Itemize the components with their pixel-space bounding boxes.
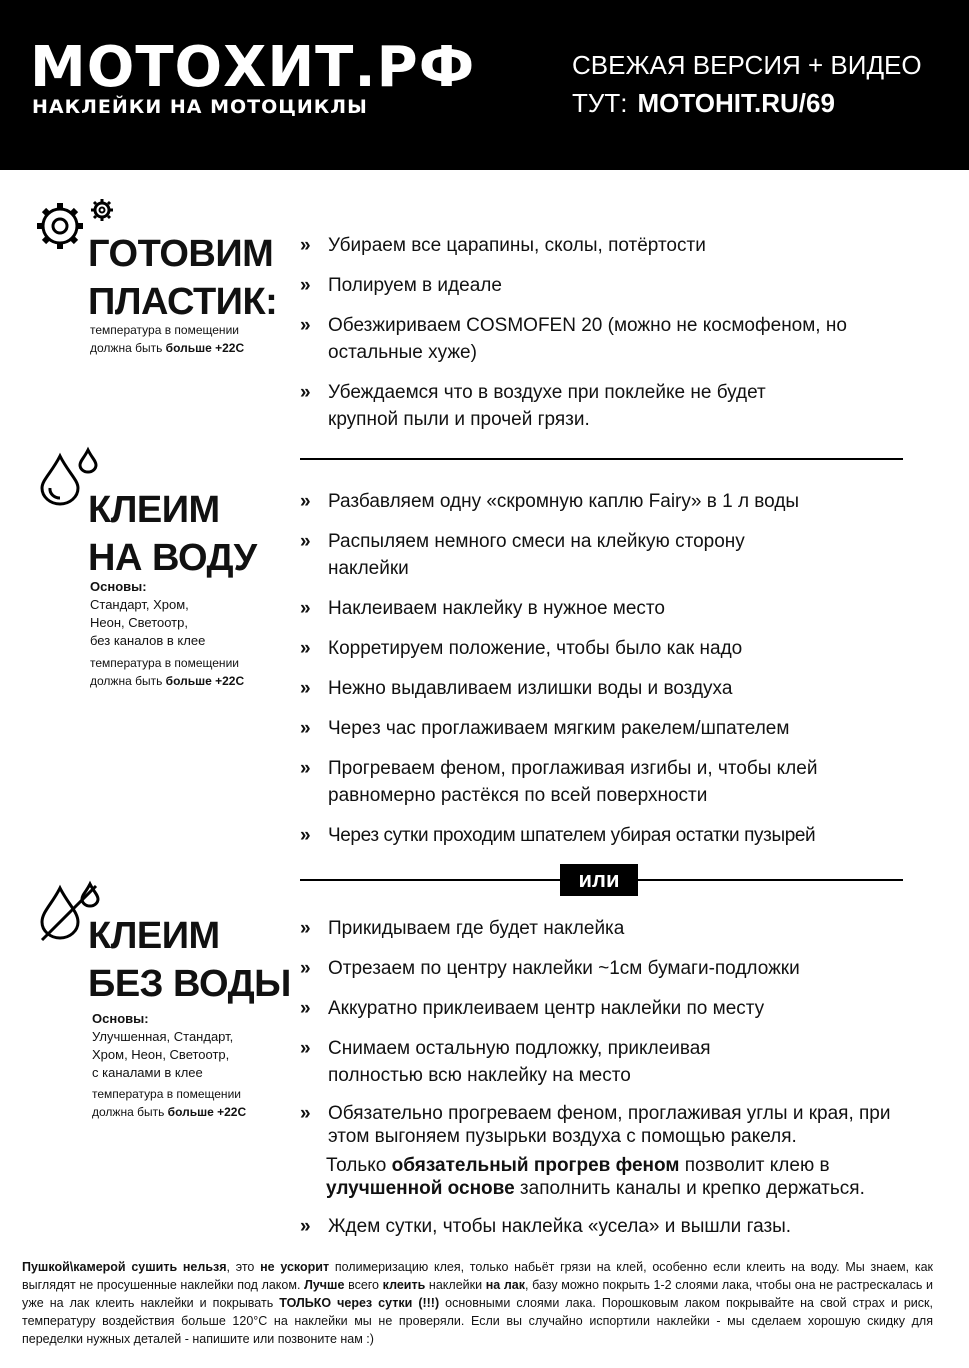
chevron-right-icon: » — [300, 718, 308, 739]
section-title-dry: КЛЕИМ БЕЗ ВОДЫ — [88, 915, 291, 1005]
list-item: » Аккуратно приклеиваем центр наклейки по месту — [300, 995, 940, 1022]
bases-note: Основы: Стандарт, Хром, Неон, Светоотр, без каналов в клее — [90, 579, 206, 648]
chevron-right-icon: » — [300, 1103, 308, 1124]
or-badge: или — [560, 864, 638, 896]
bases-note: Основы: Улучшенная, Стандарт, Хром, Неон, Светоотр, с каналами в клее — [92, 1011, 234, 1080]
section-title-wet: КЛЕИМ НА ВОДУ — [88, 489, 257, 579]
chevron-right-icon: » — [300, 598, 308, 619]
chevron-right-icon: » — [300, 1038, 308, 1059]
header-banner — [0, 0, 969, 170]
section-divider — [300, 458, 903, 460]
video-link-block — [572, 46, 922, 122]
list-item: » Распыляем немного смеси на клейкую сторону наклейки — [300, 528, 808, 582]
section-title-prepare: ГОТОВИМ ПЛАСТИК: — [88, 233, 278, 323]
chevron-right-icon: » — [300, 678, 308, 699]
heat-note: Только обязательный прогрев феном позволит клею в улучшенной основе заполнить каналы и крепко держаться. — [326, 1155, 865, 1199]
chevron-right-icon: » — [300, 1216, 308, 1237]
chevron-right-icon: » — [300, 275, 308, 296]
brand-subtitle: НАКЛЕЙКИ НА МОТОЦИКЛЫ — [32, 96, 368, 118]
fresh-version-text: СВЕЖАЯ ВЕРСИЯ + ВИДЕО — [572, 50, 922, 80]
chevron-right-icon: » — [300, 918, 308, 939]
list-item: » Обезжириваем COSMOFEN 20 (можно не космофеном, но остальные хуже) — [300, 312, 868, 366]
list-item: » Прикидываем где будет наклейка — [300, 915, 940, 942]
chevron-right-icon: » — [300, 998, 308, 1019]
footer-note: Пушкой\камерой сушить нельзя, это не ускорит полимеризацию клея, только набьёт грязи на клей, особенно если клеить на воду. Мы знаем, как выглядят не просушенные наклейки под лаком. Лучше всего клеить наклейки на лак, базу можно покрыть 1-2 слоями лака, чтобы она не растрескалась и уже на лак клеить наклейки и покрывать ТОЛЬКО через сутки (!!!) основными слоями лака. Порошковым лаком покрывайте на свой страх и риск, температуру воздействия больше 120°С на наклейки мы не проверяли. Если вы случайно испортили наклейки - мы сделаем хорошую скидку для переделки нужных деталей - напишите или позвоните нам :) — [22, 1260, 934, 1346]
url-line — [572, 84, 922, 122]
chevron-right-icon: » — [300, 235, 308, 256]
list-item: » Прогреваем феном, проглаживая изгибы и, чтобы клей равномерно растёкся по всей поверхности — [300, 755, 828, 809]
chevron-right-icon: » — [300, 531, 308, 552]
chevron-right-icon: » — [300, 758, 308, 779]
chevron-right-icon: » — [300, 315, 308, 336]
wet-steps-list — [300, 488, 940, 862]
list-item: » Обязательно прогреваем феном, проглаживая углы и края, при этом выгоняем пузырьки воздуха с помощью ракеля. Только обязательный прогрев феном позволит клею в улучшенной основе заполнить каналы и крепко держаться. — [300, 1102, 928, 1200]
list-item: » Ждем сутки, чтобы наклейка «усела» и вышли газы. — [300, 1213, 940, 1240]
list-item: » Полируем в идеале — [300, 272, 940, 299]
prepare-steps-list — [300, 232, 940, 446]
chevron-right-icon: » — [300, 491, 308, 512]
temperature-note: температура в помещении должна быть больше +22С — [92, 1087, 247, 1119]
list-item: » Корретируем положение, чтобы было как надо — [300, 635, 940, 662]
list-item: » Наклеиваем наклейку в нужное место — [300, 595, 940, 622]
brand-logo-text: МОТОХИТ.РФ — [30, 35, 476, 100]
list-item: » Нежно выдавливаем излишки воды и воздуха — [300, 675, 940, 702]
chevron-right-icon: » — [300, 638, 308, 659]
list-item: » Снимаем остальную подложку, приклеивая полностью всю наклейку на место — [300, 1035, 788, 1089]
dry-steps-list — [300, 915, 940, 1253]
chevron-right-icon: » — [300, 825, 308, 846]
list-item: » Через сутки проходим шпателем убирая остатки пузырей — [300, 822, 940, 849]
temperature-note: температура в помещении должна быть больше +22С — [90, 656, 245, 688]
url-link[interactable]: MOTOHIT.RU/69 — [637, 88, 835, 118]
list-item: » Убираем все царапины, сколы, потёртости — [300, 232, 940, 259]
chevron-right-icon: » — [300, 382, 308, 403]
here-label: ТУТ: — [572, 88, 628, 118]
list-item: » Через час проглаживаем мягким ракелем/шпателем — [300, 715, 940, 742]
chevron-right-icon: » — [300, 958, 308, 979]
list-item: » Отрезаем по центру наклейки ~1см бумаги-подложки — [300, 955, 940, 982]
list-item: » Убеждаемся что в воздухе при поклейке не будет крупной пыли и прочей грязи. — [300, 379, 828, 433]
temperature-note: температура в помещении должна быть больше +22С — [90, 323, 245, 355]
list-item: » Разбавляем одну «скромную каплю Fairy» в 1 л воды — [300, 488, 940, 515]
